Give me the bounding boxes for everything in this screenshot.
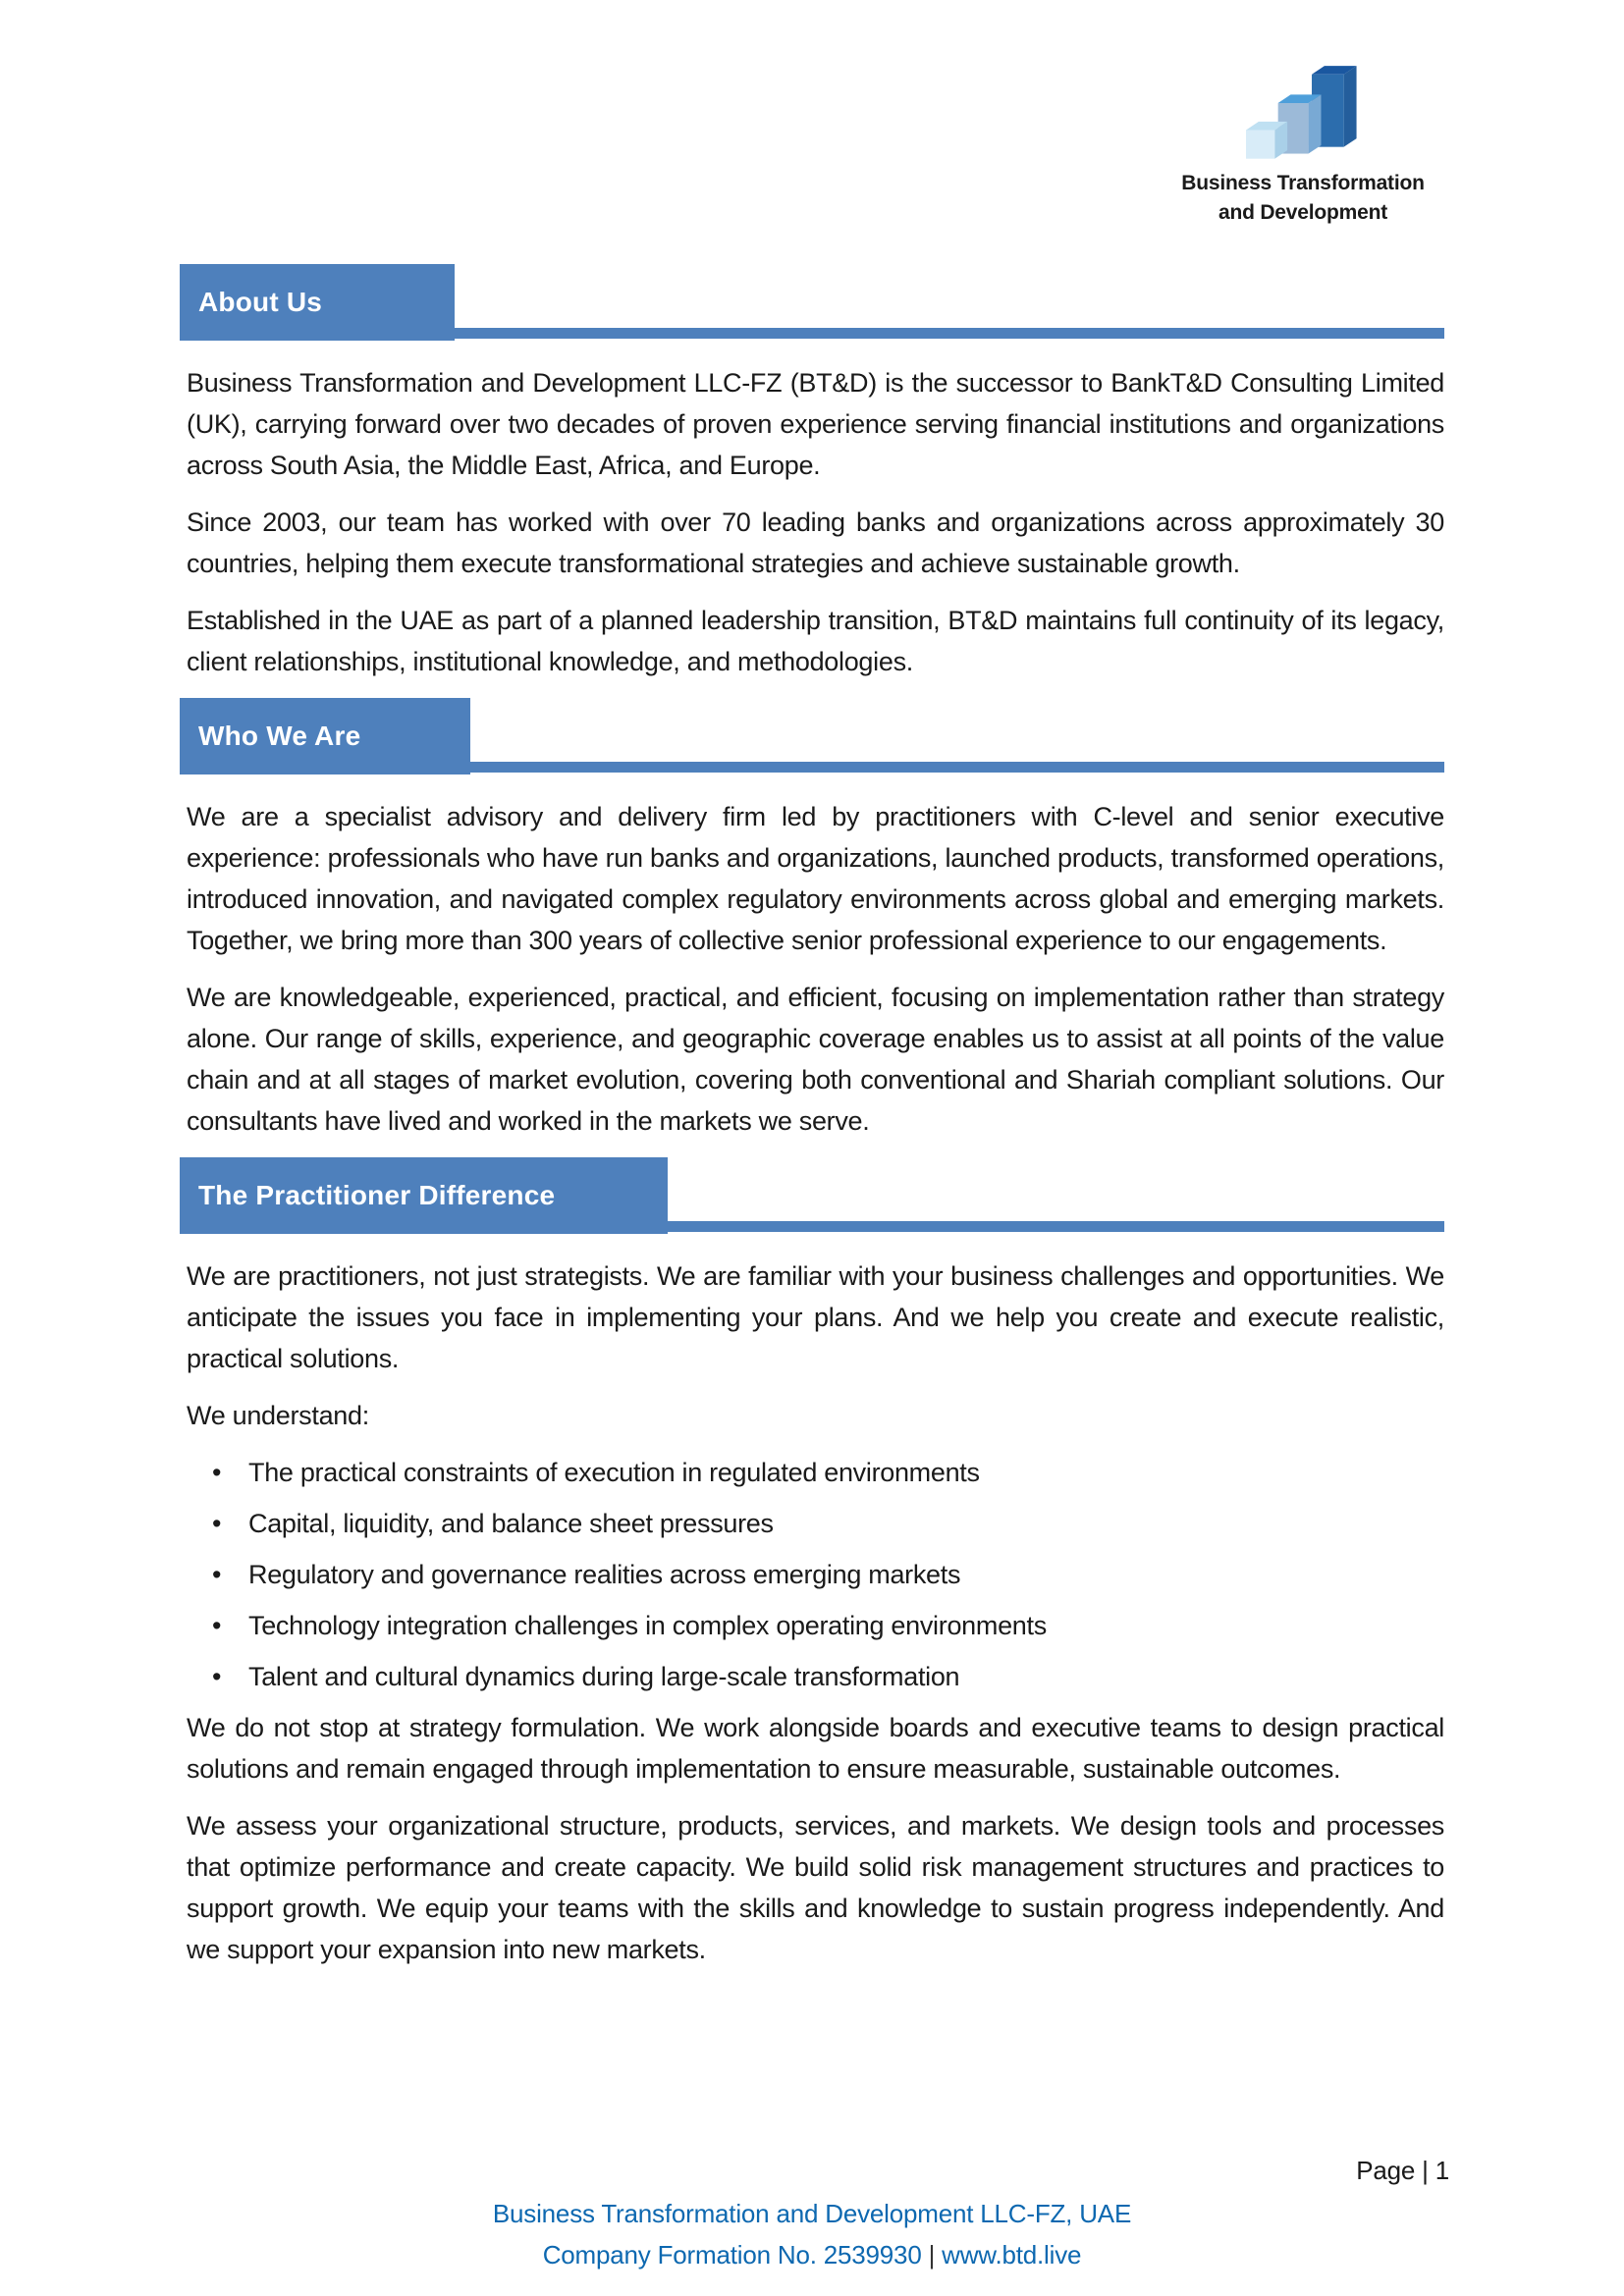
paragraph: We are practitioners, not just strategists. We are familiar with your business challenges and opportunities. We anticipate the issues you face in implementing your plans. And we help you create and execute realistic, practical solutions. (187, 1261, 1444, 1373)
header-box (180, 264, 455, 341)
paragraph: Business Transformation and Development LLC-FZ (BT&D) is the successor to BankT&D Consulting Limited (UK), carrying forward over two decades of proven experience serving financial institutions and organizations across South Asia, the Middle East, Africa, and Europe. (187, 368, 1444, 480)
bullet-list (180, 1452, 1444, 1697)
section-heading: Who We Are (198, 721, 361, 751)
paragraph: We do not stop at strategy formulation. We work alongside boards and executive teams to design practical solutions and remain engaged through implementation to ensure measurable, sustainable outcomes. (187, 1713, 1444, 1784)
logo-text-line2: and Development (1218, 201, 1388, 224)
paragraph: We are a specialist advisory and delivery firm led by practitioners with C-level and senior executive experience: professionals who have run banks and organizations, launched products, transformed operations, introduced innovation, and navigated complex regulatory environments across global and emerging markets. Together, we bring more than 300 years of collective senior professional experience to our engagements. (187, 802, 1444, 955)
footer-company-details (0, 2240, 1624, 2270)
section-header-about-us (180, 264, 1444, 341)
footer-company-name: Business Transformation and Development LLC-FZ, UAE (492, 2199, 1132, 2228)
footer-website-link[interactable]: www.btd.live (942, 2240, 1082, 2269)
list-item: • Talent and cultural dynamics during large-scale transformation (187, 1656, 1444, 1697)
header-box (180, 1157, 668, 1234)
list-item: • Capital, liquidity, and balance sheet pressures (187, 1503, 1444, 1544)
header-box (180, 698, 470, 774)
paragraph: We understand: (187, 1401, 369, 1430)
footer-separator: | (928, 2240, 936, 2269)
company-logo (1174, 49, 1432, 228)
paragraph: Since 2003, our team has worked with over 70 leading banks and organizations across approximately 30 countries, helping them execute transformational strategies and achieve sustainable growth. (187, 507, 1444, 578)
bar-chart-logo-icon (1246, 49, 1360, 163)
list-item: • Technology integration challenges in complex operating environments (187, 1605, 1444, 1646)
footer-formation-number: Company Formation No. 2539930 (542, 2240, 922, 2269)
list-item: • Regulatory and governance realities across emerging markets (187, 1554, 1444, 1595)
paragraph: Established in the UAE as part of a planned leadership transition, BT&D maintains full continuity of its legacy, client relationships, institutional knowledge, and methodologies. (187, 606, 1444, 676)
list-item: • The practical constraints of execution in regulated environments (187, 1452, 1444, 1493)
logo-text-line1: Business Transformation (1181, 172, 1425, 194)
paragraph: We assess your organizational structure, products, services, and markets. We design tools and processes that optimize performance and create capacity. We build solid risk management structures and practices to support growth. We equip your teams with the skills and knowledge to sustain progress independently. And we support your expansion into new markets. (187, 1811, 1444, 1964)
section-header-who-we-are (180, 698, 1444, 774)
section-heading: The Practitioner Difference (198, 1180, 556, 1210)
paragraph: We are knowledgeable, experienced, practical, and efficient, focusing on implementation rather than strategy alone. Our range of skills, experience, and geographic coverage enables us to assist at all points of the value chain and at all stages of market evolution, covering both conventional and Shariah compliant solutions. Our consultants have lived and worked in the markets we serve. (187, 983, 1444, 1136)
section-heading: About Us (198, 287, 323, 317)
page-number-label: Page | 1 (1356, 2156, 1449, 2185)
document-body (180, 264, 1444, 1986)
section-header-practitioner-difference (180, 1157, 1444, 1234)
